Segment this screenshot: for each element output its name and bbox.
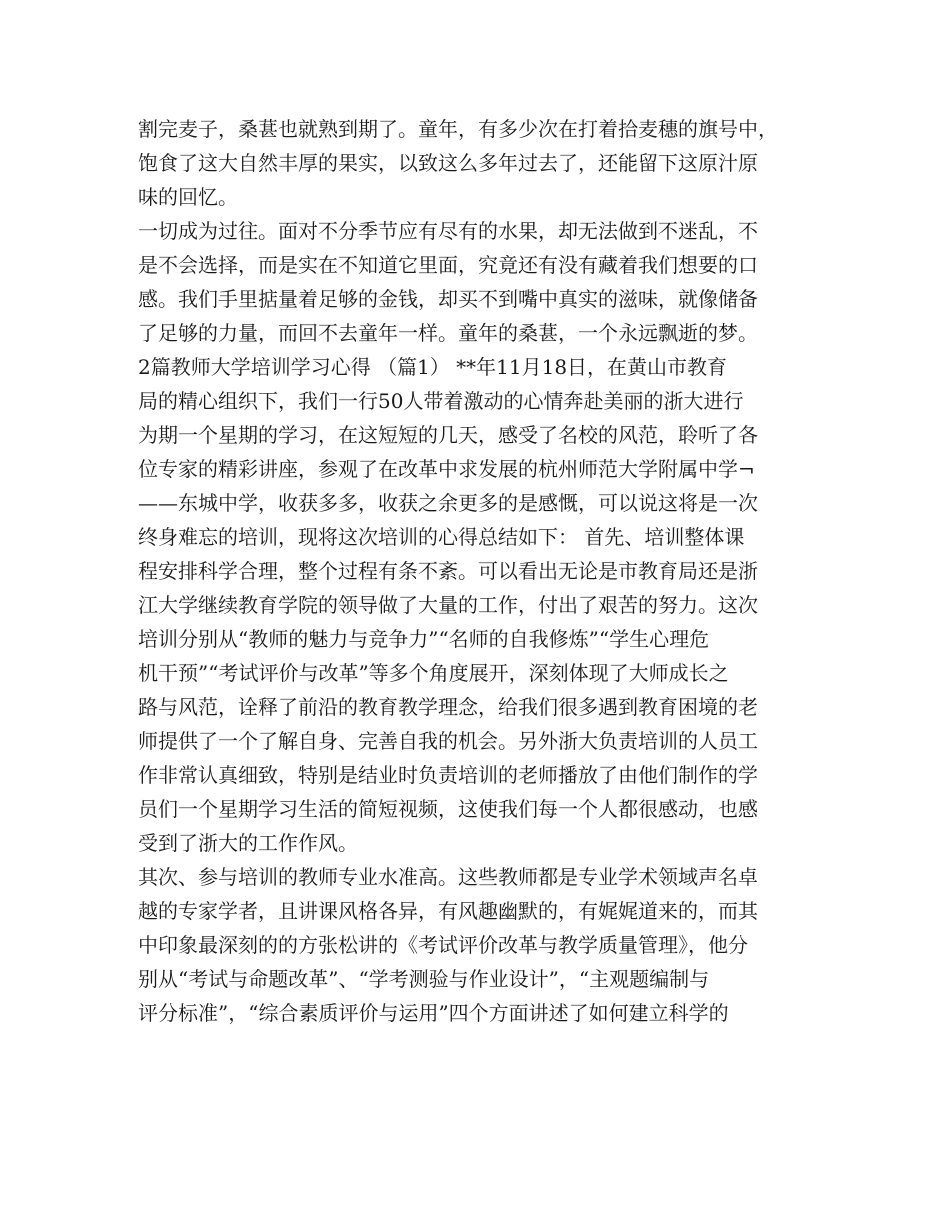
text-line: 终身难忘的培训，现将这次培训的心得总结如下： 首先、培训整体课: [138, 525, 745, 549]
text-line: 一切成为过往。面对不分季节应有尽有的水果，却无法做到不迷乱，不: [138, 219, 758, 243]
text-line: 割完麦子，桑葚也就熟到期了。童年，有多少次在打着拾麦穗的旗号中，: [138, 117, 778, 141]
text-line: 局的精心组织下，我们一行50人带着激动的心情奔赴美丽的浙大进行: [138, 389, 744, 413]
text-line: 评分标准”，“综合素质评价与运用”四个方面讲述了如何建立科学的: [138, 1001, 729, 1025]
text-line: 别从“考试与命题改革”、“学考测验与作业设计”，“主观题编制与: [138, 967, 710, 991]
text-line: 受到了浙大的工作作风。: [138, 831, 358, 855]
text-line: 师提供了一个了解自身、完善自我的机会。另外浙大负责培训的人员工: [138, 729, 758, 753]
text-line: 江大学继续教育学院的领导做了大量的工作，付出了艰苦的努力。这次: [138, 593, 758, 617]
text-line: 感。我们手里掂量着足够的金钱，却买不到嘴中真实的滋味，就像储备: [138, 287, 758, 311]
text-line: 味的回忆。: [138, 185, 238, 209]
text-line: 是不会选择，而是实在不知道它里面，究竟还有没有藏着我们想要的口: [138, 253, 758, 277]
text-line: 培训分别从“教师的魅力与竞争力”“名师的自我修炼”“学生心理危: [138, 627, 710, 651]
text-line: 其次、参与培训的教师专业水准高。这些教师都是专业学术领域声名卓: [138, 865, 758, 889]
text-line: 越的专家学者，且讲课风格各异，有风趣幽默的，有娓娓道来的，而其: [138, 899, 758, 923]
document-body: [138, 112, 818, 1030]
text-line: 机干预”“考试评价与改革”等多个角度展开，深刻体现了大师成长之: [138, 661, 729, 685]
text-line: 中印象最深刻的的方张松讲的《考试评价改革与教学质量管理》，他分: [138, 933, 748, 957]
text-line: 2篇教师大学培训学习心得 （篇1） **年11月18日，在黄山市教育: [138, 355, 728, 379]
text-line: 作非常认真细致，特别是结业时负责培训的老师播放了由他们制作的学: [138, 763, 758, 787]
text-line: 路与风范，诠释了前沿的教育教学理念，给我们很多遇到教育困境的老: [138, 695, 758, 719]
text-line: ——东城中学，收获多多，收获之余更多的是感慨，可以说这将是一次: [138, 491, 758, 515]
text-line: 位专家的精彩讲座，参观了在改革中求发展的杭州师范大学附属中学¬: [138, 457, 755, 481]
text-line: 为期一个星期的学习，在这短短的几天，感受了名校的风范，聆听了各: [138, 423, 758, 447]
text-line: 程安排科学合理，整个过程有条不紊。可以看出无论是市教育局还是浙: [138, 559, 758, 583]
text-line: 员们一个星期学习生活的简短视频，这使我们每一个人都很感动，也感: [138, 797, 758, 821]
text-line: 了足够的力量，而回不去童年一样。童年的桑葚，一个永远飘逝的梦。: [138, 321, 758, 345]
text-line: 饱食了这大自然丰厚的果实，以致这么多年过去了，还能留下这原汁原: [138, 151, 758, 175]
